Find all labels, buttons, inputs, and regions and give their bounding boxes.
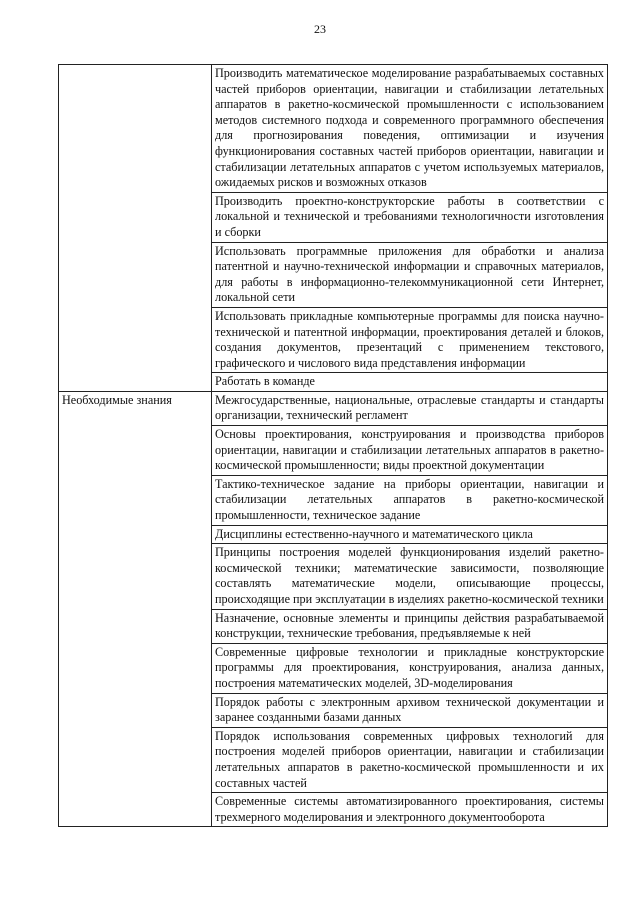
description-cell — [212, 475, 608, 525]
description-text: Дисциплины естественно-научного и математического цикла — [215, 526, 533, 541]
description-cell — [212, 727, 608, 792]
page-number: 23 — [314, 22, 326, 36]
description-cell — [212, 391, 608, 425]
description-text: Порядок использования современных цифровых технологий для построения моделей приборов ориентации, навигации и стабилизации летательных аппаратов в ракетно-космической промышленности и их составных частей — [215, 728, 604, 790]
description-text: Использовать программные приложения для обработки и анализа патентной и научно-технической информации и справочных материалов, для работы в информационно-телекоммуникационной сети Интернет, локальной сети — [215, 243, 604, 305]
description-text: Тактико-техническое задание на приборы ориентации, навигации и стабилизации летательных аппаратов в ракетно-космической промышленности, техническое задание — [215, 476, 604, 523]
description-cell — [212, 373, 608, 392]
table-row — [59, 391, 608, 425]
description-text: Принципы построения моделей функционирования изделий ракетно-космической техники; математические зависимости, позволяющие составлять математические модели, описывающие процессы, происходящие при эксплуатации в изделиях ракетно-космической техники — [215, 545, 604, 606]
description-cell — [212, 426, 608, 476]
description-cell — [212, 793, 608, 827]
table-row — [59, 65, 608, 193]
row-header-cell — [59, 391, 212, 826]
description-cell — [212, 192, 608, 242]
description-text: Производить проектно-конструкторские работы в соответствии с локальной и технической и требованиями технологичности изготовления и сборки — [215, 193, 604, 239]
description-cell — [212, 693, 608, 727]
description-text: Порядок работы с электронным архивом технической документации и заранее созданными базами данных — [215, 694, 604, 725]
description-cell — [212, 307, 608, 372]
description-cell — [212, 609, 608, 643]
description-text: Использовать прикладные компьютерные программы для поиска научно-технической и патентной информации, проектирования деталей и блоков, создания документов, презентаций с применением текстового, графического и числового вида представления информации — [215, 308, 604, 370]
description-text: Современные системы автоматизированного проектирования, системы трехмерного моделирования и электронного документооборота — [215, 794, 604, 824]
row-header-label: Необходимые знания — [62, 392, 172, 407]
description-cell — [212, 544, 608, 609]
description-cell — [212, 65, 608, 193]
description-text: Назначение, основные элементы и принципы действия разрабатываемой конструкции, технические требования, предъявляемые к ней — [215, 610, 604, 641]
requirements-table — [58, 64, 608, 827]
description-text: Современные цифровые технологии и прикладные конструкторские программы для проектирования, конструирования, анализа данных, построения математических моделей, 3D-моделирования — [215, 644, 604, 690]
description-cell — [212, 643, 608, 693]
description-cell — [212, 242, 608, 307]
description-text: Межгосударственные, национальные, отраслевые стандарты и стандарты организации, технический регламент — [215, 392, 604, 423]
description-cell — [212, 525, 608, 544]
description-text: Работать в команде — [215, 374, 315, 389]
description-text: Производить математическое моделирование разрабатываемых составных частей приборов ориентации, навигации и стабилизации летательных аппаратов в ракетно-космической промышленности с использованием методов системного подхода и современного программного обеспечения для прогнозирования поведения, оптимизации и изучения функционирования составных частей приборов ориентации, навигации и стабилизации летательных аппаратов с учетом используемых материалов, ожидаемых рисков и возможных отказов — [215, 66, 604, 190]
row-header-cell — [59, 65, 212, 392]
description-text: Основы проектирования, конструирования и производства приборов ориентации, навигации и стабилизации летательных аппаратов в ракетно-космической промышленности; виды проектной документации — [215, 427, 604, 473]
